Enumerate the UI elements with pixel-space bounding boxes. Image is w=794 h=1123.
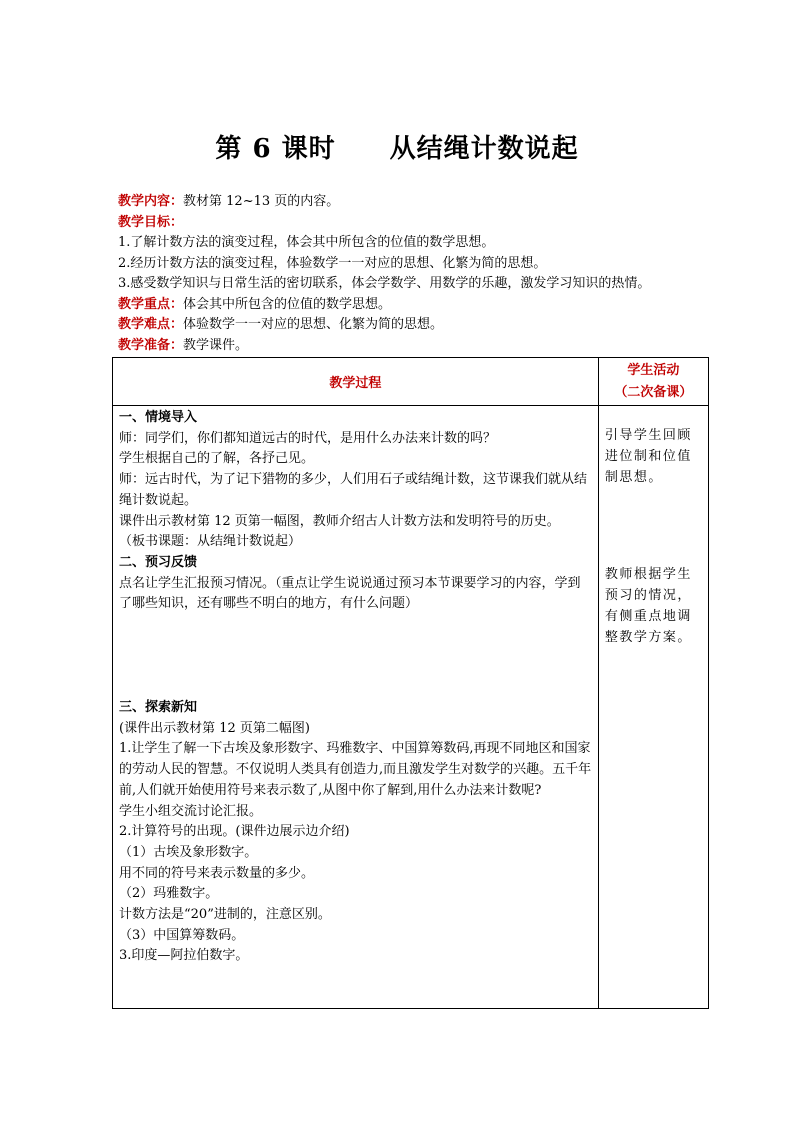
process-line: (课件出示教材第 12 页第二幅图) bbox=[119, 720, 310, 736]
section-title: 二、预习反馈 bbox=[119, 554, 198, 570]
process-line: 1.让学生了解一下古埃及象形数字、玛雅数字、中国算筹数码,再现不同地区和国家的劳动人民的智慧。不仅说明人类具有创造力,而且激发学生对数学的兴趣。五千年前,人们就开始使用符号来表示数了,从图中你了解到,用什么办法来计数呢? bbox=[119, 741, 592, 798]
prep-label: 教学准备： bbox=[118, 337, 184, 353]
difficulty-text: 体验数学一一对应的思想、化繁为简的思想。 bbox=[183, 317, 444, 332]
lesson-table bbox=[112, 357, 709, 1009]
process-line: 师：远古时代，为了记下猎物的多少，人们用石子或结绳计数，这节课我们就从结绳计数说起。 bbox=[119, 472, 588, 508]
process-line: （2）玛雅数字。 bbox=[119, 886, 219, 902]
goal-item: 1.了解计数方法的演变过程，体会其中所包含的位值的数学思想。 bbox=[118, 235, 495, 250]
process-line: （3）中国算筹数码。 bbox=[119, 927, 245, 943]
header-student-activity bbox=[598, 358, 708, 406]
process-line: 计数方法是“20”进制的，注意区别。 bbox=[119, 907, 331, 923]
table-header-row bbox=[113, 358, 709, 406]
table-body-row bbox=[113, 406, 709, 1009]
page-title: 第 6 课时 从结绳计数说起 bbox=[215, 134, 579, 164]
side-note: 引导学生回顾进位制和位值制思想。 bbox=[604, 428, 692, 485]
process-line: 2.计算符号的出现。(课件边展示边介绍) bbox=[119, 824, 350, 840]
prep-text: 教学课件。 bbox=[183, 337, 249, 353]
process-cell bbox=[113, 406, 599, 1009]
goal-item: 2.经历计数方法的演变过程，体验数学一一对应的思想、化繁为简的思想。 bbox=[118, 255, 547, 271]
blank-space bbox=[119, 615, 592, 698]
prep-line bbox=[118, 336, 718, 357]
content-text: 教材第 12~13 页的内容。 bbox=[183, 194, 340, 209]
difficulty-label: 教学难点： bbox=[118, 317, 184, 332]
lesson-meta bbox=[118, 192, 718, 356]
side-note: 教师根据学生预习的情况，有侧重点地调整教学方案。 bbox=[604, 567, 692, 645]
process-line: （板书课题：从结绳计数说起） bbox=[119, 534, 302, 550]
section-title: 一、情境导入 bbox=[119, 410, 198, 425]
goals-label: 教学目标： bbox=[118, 214, 184, 230]
key-label: 教学重点： bbox=[118, 296, 184, 312]
goal-item: 3.感受数学知识与日常生活的密切联系，体会学数学、用数学的乐趣，激发学习知识的热情。 bbox=[118, 276, 651, 291]
process-line: 3.印度—阿拉伯数字。 bbox=[119, 948, 249, 964]
difficulty-line bbox=[118, 315, 718, 336]
content-line bbox=[118, 192, 718, 213]
section-title: 三、探索新知 bbox=[119, 700, 198, 716]
student-activity-cell bbox=[598, 406, 708, 1009]
process-line: 用不同的符号来表示数量的多少。 bbox=[119, 865, 315, 881]
header-process: 教学过程 bbox=[113, 358, 599, 406]
process-line: 课件出示教材第 12 页第一幅图，教师介绍古人计数方法和发明符号的历史。 bbox=[119, 513, 560, 529]
process-line: （1）古埃及象形数字。 bbox=[119, 844, 258, 860]
header-side-line2: （二次备课） bbox=[614, 384, 693, 400]
process-line: 师：同学们，你们都知道远古的时代，是用什么办法来计数的吗？ bbox=[119, 430, 497, 446]
content-label: 教学内容： bbox=[118, 194, 184, 209]
header-side-line1: 学生活动 bbox=[627, 362, 680, 378]
key-text: 体会其中所包含的位值的数学思想。 bbox=[183, 296, 392, 312]
process-line: 学生根据自己的了解，各抒己见。 bbox=[119, 451, 315, 467]
process-line: 学生小组交流讨论汇报。 bbox=[119, 803, 263, 819]
process-line: 点名让学生汇报预习情况。（重点让学生说说通过预习本节课要学习的内容，学到了哪些知识，还有哪些不明白的地方，有什么问题） bbox=[119, 575, 581, 612]
goals-line bbox=[118, 213, 718, 234]
key-line bbox=[118, 295, 718, 316]
